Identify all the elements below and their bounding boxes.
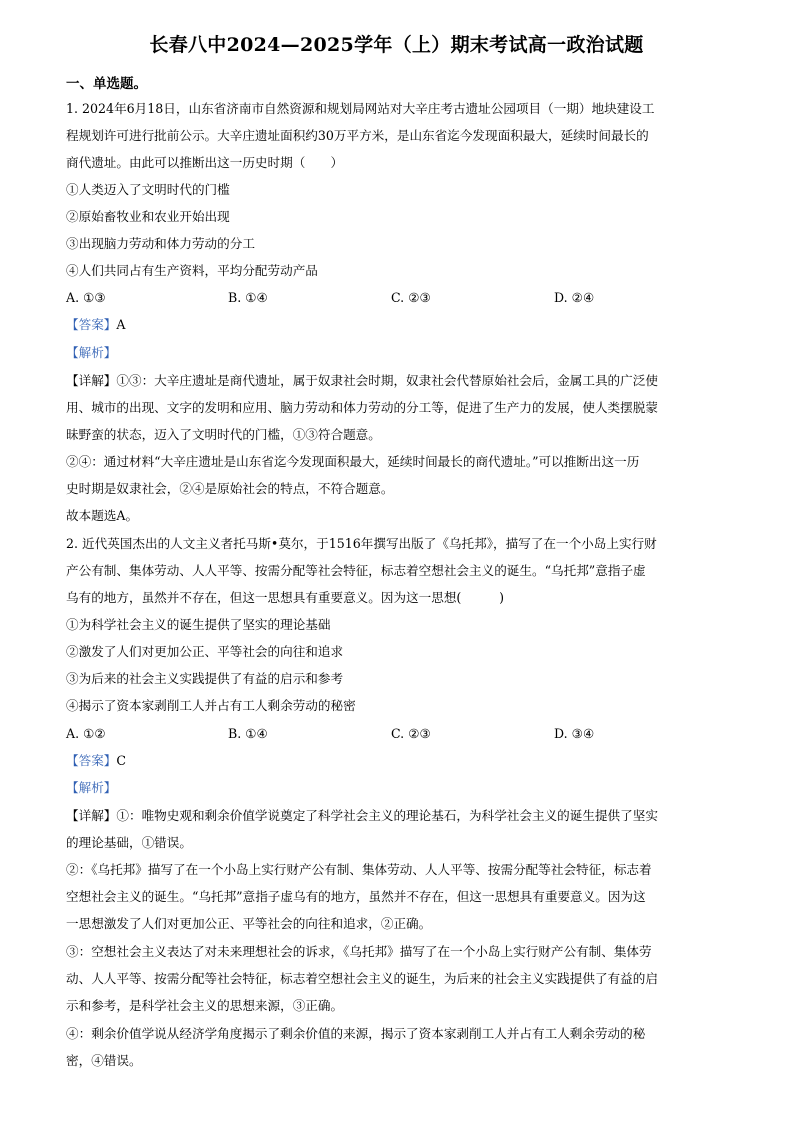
answer-line xyxy=(66,752,126,770)
page-title: 长春八中2024—2025学年（上）期末考试高一政治试题 xyxy=(149,34,644,56)
answer-value: C xyxy=(116,753,127,768)
answer-tag: 【答案】 xyxy=(66,753,117,768)
answer-tag: 【答案】 xyxy=(66,317,117,332)
question-stem-line: 商代遗址。由此可以推断出这一历史时期（ ） xyxy=(66,155,344,170)
explanation-line: 用、城市的出现、文字的发明和应用、脑力劳动和体力劳动的分工等，促进了生产力的发展，使人类摆脱蒙 xyxy=(66,400,658,415)
explanation-line: 的理论基础，①错误。 xyxy=(66,835,192,850)
question-stem-line: 1. 2024年6月18日，山东省济南市自然资源和规划局网站对大辛庄考古遗址公园项目（一期）地块建设工 xyxy=(66,101,655,116)
explanation-line xyxy=(66,372,658,390)
detail-tag: 【详解】 xyxy=(66,808,117,823)
analysis-line xyxy=(66,779,116,797)
explanation-line: 史时期是奴隶社会，②④是原始社会的特点，不符合题意。 xyxy=(66,481,394,496)
explanation-line: 示和参考，是科学社会主义的思想来源，③正确。 xyxy=(66,998,344,1013)
statement-3: ③出现脑力劳动和体力劳动的分工 xyxy=(66,236,255,251)
question-stem-line: 程规划许可进行批前公示。大辛庄遗址面积约30万平方米，是山东省迄今发现面积最大，延续时间最长的 xyxy=(66,128,649,143)
option-b: B. ①④ xyxy=(228,290,268,305)
explanation-line: 故本题选A。 xyxy=(66,508,139,523)
analysis-tag: 【解析】 xyxy=(66,345,117,360)
answer-value: A xyxy=(116,317,126,332)
explanation-line: 昧野蛮的状态，迈入了文明时代的门槛，①③符合题意。 xyxy=(66,427,381,442)
explanation-line: ②④：通过材料“大辛庄遗址是山东省迄今发现面积最大，延续时间最长的商代遗址。”可以推断出这一历 xyxy=(66,454,640,469)
statement-1: ①为科学社会主义的诞生提供了坚实的理论基础 xyxy=(66,617,331,632)
explanation-line: 密，④错误。 xyxy=(66,1053,142,1068)
explanation-text: ①③：大辛庄遗址是商代遗址，属于奴隶社会时期，奴隶社会代替原始社会后，金属工具的广泛使 xyxy=(116,373,658,388)
statement-2: ②激发了人们对更加公正、平等社会的向往和追求 xyxy=(66,644,344,659)
option-b: B. ①④ xyxy=(228,726,268,741)
statement-1: ①人类迈入了文明时代的门槛 xyxy=(66,182,230,197)
option-a: A. ①② xyxy=(66,726,106,741)
statement-4: ④人们共同占有生产资料，平均分配劳动产品 xyxy=(66,263,318,278)
options-row xyxy=(66,289,726,307)
section-heading: 一、单选题。 xyxy=(66,76,147,92)
option-c: C. ②③ xyxy=(391,726,431,741)
explanation-line: 动、人人平等、按需分配等社会特征，标志着空想社会主义的诞生，为后来的社会主义实践提供了有益的启 xyxy=(66,971,658,986)
options-row xyxy=(66,725,726,743)
question-stem-line: 2. 近代英国杰出的人文主义者托马斯•莫尔，于1516年撰写出版了《乌托邦》，描写了在一个小岛上实行财 xyxy=(66,536,657,551)
statement-2: ②原始畜牧业和农业开始出现 xyxy=(66,209,230,224)
detail-tag: 【详解】 xyxy=(66,373,117,388)
statement-4: ④揭示了资本家剥削工人并占有工人剩余劳动的秘密 xyxy=(66,698,356,713)
explanation-line: 空想社会主义的诞生。“乌托邦”意指子虚乌有的地方，虽然并不存在，但这一思想具有重要意义。因为这 xyxy=(66,889,646,904)
option-d: D. ②④ xyxy=(554,290,595,305)
explanation-text: ①：唯物史观和剩余价值学说奠定了科学社会主义的理论基石，为科学社会主义的诞生提供了坚实 xyxy=(116,808,658,823)
question-stem-line: 产公有制、集体劳动、人人平等、按需分配等社会特征，标志着空想社会主义的诞生。“乌托邦”意指子虚 xyxy=(66,563,646,578)
explanation-line: 一思想激发了人们对更加公正、平等社会的向往和追求，②正确。 xyxy=(66,916,432,931)
question-stem-line: 乌有的地方，虽然并不存在，但这一思想具有重要意义。因为这一思想( ) xyxy=(66,590,505,605)
analysis-tag: 【解析】 xyxy=(66,780,117,795)
explanation-line xyxy=(66,807,658,825)
analysis-line xyxy=(66,344,116,362)
option-a: A. ①③ xyxy=(66,290,106,305)
option-d: D. ③④ xyxy=(554,726,595,741)
explanation-line: ③：空想社会主义表达了对未来理想社会的诉求，《乌托邦》描写了在一个小岛上实行财产公有制、集体劳 xyxy=(66,944,652,959)
explanation-line: ④：剩余价值学说从经济学角度揭示了剩余价值的来源，揭示了资本家剥削工人并占有工人剩余劳动的秘 xyxy=(66,1026,646,1041)
explanation-line: ②：《乌托邦》描写了在一个小岛上实行财产公有制、集体劳动、人人平等、按需分配等社会特征，标志着 xyxy=(66,862,652,877)
statement-3: ③为后来的社会主义实践提供了有益的启示和参考 xyxy=(66,671,344,686)
answer-line xyxy=(66,316,125,334)
option-c: C. ②③ xyxy=(391,290,431,305)
